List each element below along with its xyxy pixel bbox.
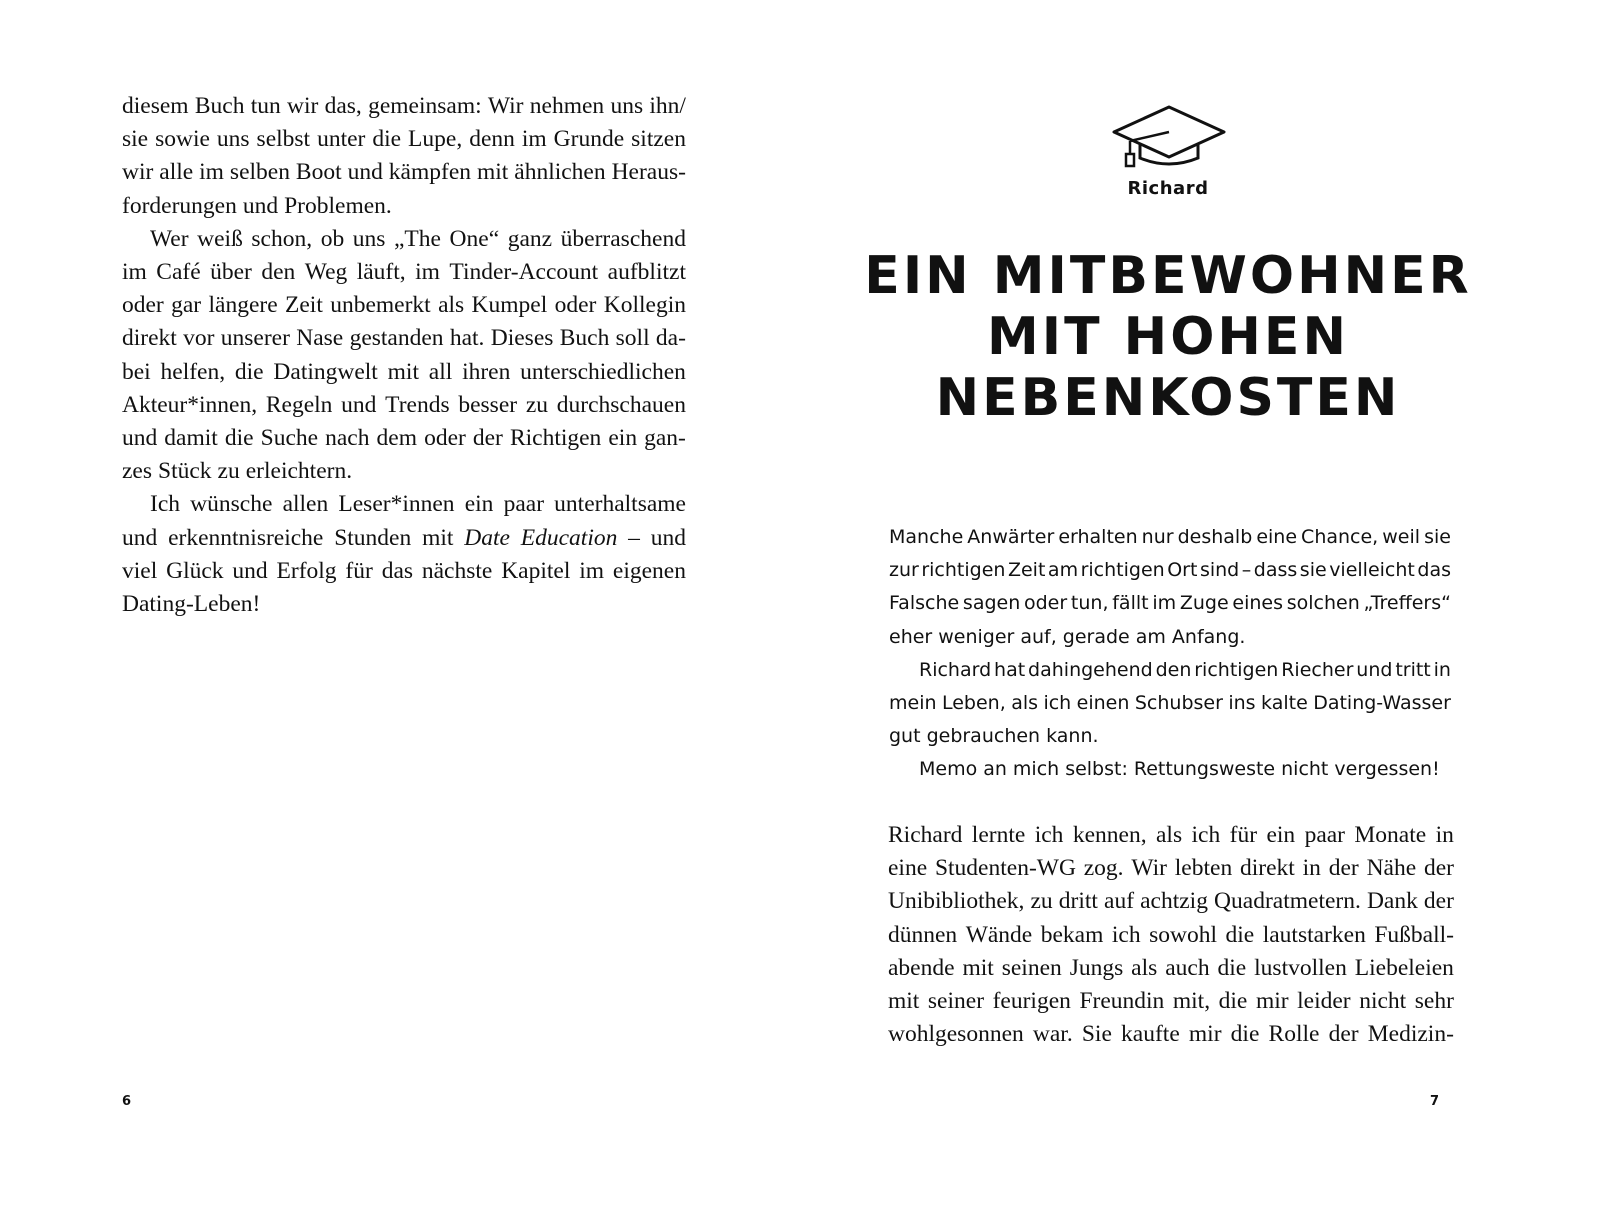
text-line: Unibibliothek, zu dritt auf achtzig Quadratmetern. Dank der bbox=[888, 888, 1454, 915]
text-line: zur richtigen Zeit am richtigen Ort sind – dass sie vielleicht das bbox=[889, 559, 1451, 582]
text-line: Richard hat dahingehend den richtigen Riecher und tritt in bbox=[919, 658, 1451, 681]
text-line: im Café über den Weg läuft, im Tinder-Account aufblitzt bbox=[122, 259, 686, 285]
text-line: und erkenntnisreiche Stunden mit Date Education – und bbox=[122, 524, 686, 551]
text-line: abende mit seinen Jungs als auch die lustvollen Liebeleien bbox=[888, 954, 1454, 981]
text-line: Wer weiß schon, ob uns „The One“ ganz überraschend bbox=[150, 225, 686, 252]
chapter-title bbox=[803, 246, 1533, 429]
text-line: mein Leben, als ich einen Schubser ins kalte Dating-Wasser bbox=[889, 692, 1451, 714]
text-line: viel Glück und Erfolg für das nächste Kapitel im eigenen bbox=[122, 557, 686, 584]
text-line: wir alle im selben Boot und kämpfen mit ähnlichen Heraus- bbox=[122, 159, 686, 186]
chapter-title-line: EIN MITBEWOHNER bbox=[864, 246, 1472, 306]
chapter-name: Richard bbox=[1127, 178, 1209, 199]
text-line: forderungen und Problemen. bbox=[122, 192, 392, 219]
text-line: sie sowie uns selbst unter die Lupe, denn im Grunde sitzen bbox=[122, 126, 686, 153]
text-line: Dating-Leben! bbox=[122, 591, 261, 617]
text-line: dünnen Wände bekam ich sowohl die lautstarken Fußball- bbox=[888, 921, 1454, 948]
chapter-title-line: NEBENKOSTEN bbox=[935, 368, 1401, 428]
text-line: gut gebrauchen kann. bbox=[889, 725, 1099, 748]
text-line: direkt vor unserer Nase gestanden hat. Dieses Buch soll da- bbox=[122, 325, 686, 352]
text-line: diesem Buch tun wir das, gemeinsam: Wir nehmen uns ihn/ bbox=[122, 93, 686, 119]
text-line: oder gar längere Zeit unbemerkt als Kumpel oder Kollegin bbox=[122, 292, 686, 319]
text-line: Memo an mich selbst: Rettungsweste nicht vergessen! bbox=[919, 758, 1440, 781]
page-number-left: 6 bbox=[122, 1094, 132, 1109]
text-line: Falsche sagen oder tun, fällt im Zuge eines solchen „Treffers“ bbox=[889, 592, 1451, 615]
text-line: eher weniger auf, gerade am Anfang. bbox=[889, 625, 1246, 648]
text-line: zes Stück zu erleichtern. bbox=[122, 458, 353, 485]
text-line: Richard lernte ich kennen, als ich für ein paar Monate in bbox=[888, 822, 1454, 848]
text-line: mit seiner feurigen Freundin mit, die mir leider nicht sehr bbox=[888, 988, 1454, 1014]
text-line: Ich wünsche allen Leser*innen ein paar unterhaltsame bbox=[150, 491, 686, 518]
page-number-right: 7 bbox=[1430, 1094, 1440, 1109]
text-line: eine Studenten-WG zog. Wir lebten direkt in der Nähe der bbox=[888, 855, 1454, 882]
right-page bbox=[803, 0, 1606, 1211]
text-line: Akteur*innen, Regeln und Trends besser zu durchschauen bbox=[122, 391, 686, 418]
graduation-cap-icon bbox=[1110, 104, 1228, 170]
chapter-title-line: MIT HOHEN bbox=[987, 307, 1349, 367]
text-line: Manche Anwärter erhalten nur deshalb eine Chance, weil sie bbox=[889, 526, 1451, 548]
text-line: und damit die Suche nach dem oder der Richtigen ein gan- bbox=[122, 425, 686, 451]
text-line: bei helfen, die Datingwelt mit all ihren unterschiedlichen bbox=[122, 358, 686, 385]
text-line: wohlgesonnen war. Sie kaufte mir die Rolle der Medizin- bbox=[888, 1021, 1454, 1048]
